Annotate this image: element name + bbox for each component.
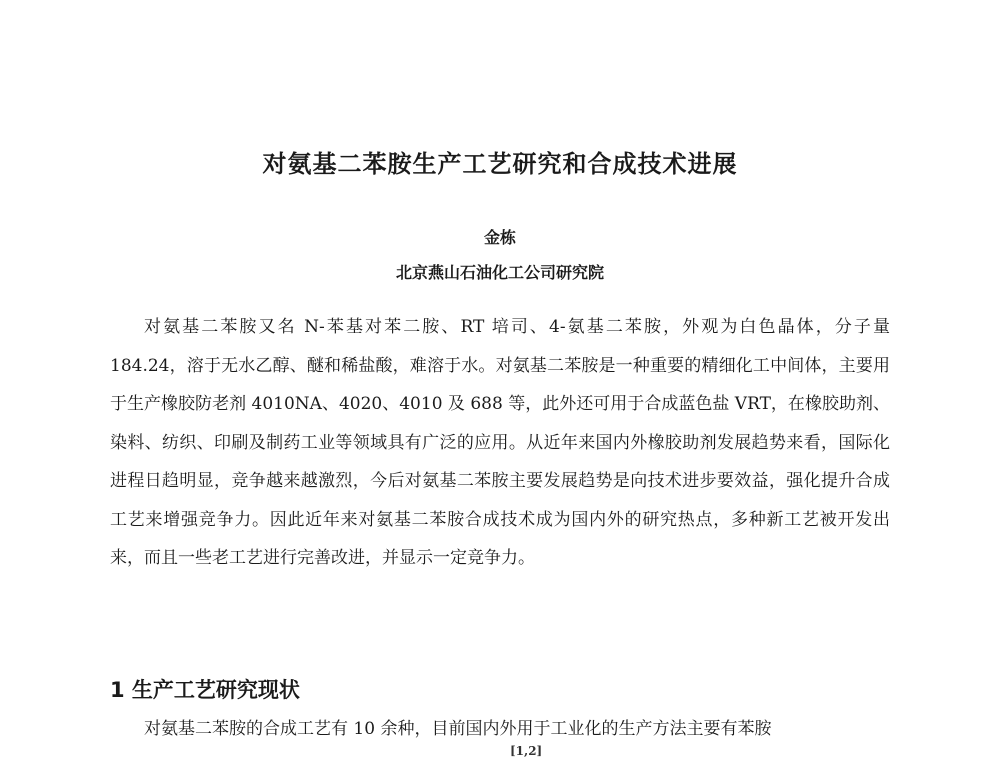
paper-title: 对氨基二苯胺生产工艺研究和合成技术进展 — [262, 150, 738, 178]
section-heading: 1 生产工艺研究现状 — [110, 678, 300, 702]
author-affiliation: 北京燕山石油化工公司研究院 — [395, 263, 604, 282]
cut-off-line — [0, 744, 1000, 760]
author-name: 金栋 — [483, 228, 516, 247]
section-paragraph: 对氨基二苯胺的合成工艺有 10 余种，目前国内外用于工业化的生产方法主要有苯胺 — [144, 719, 772, 739]
intro-paragraph: 对氨基二苯胺又名 N-苯基对苯二胺、RT 培司、4-氨基二苯胺，外观为白色晶体，分子量 184.24，溶于无水乙醇、醚和稀盐酸，难溶于水。对氨基二苯胺是一种重要的精细化工中间体，主要用于生产橡胶防老剂 4010NA、4020、4010 及 688 等，此外还可用于合成蓝色盐 VRT，在橡胶助剂、染料、纺织、印刷及制药工业等领域具有广泛的应用。从近年来国内外橡胶助剂发展趋势来看，国际化进程日趋明显，竞争越来越激烈，今后对氨基二苯胺主要发展趋势是向技术进步要效益，强化提升合成工艺来增强竞争力。因此近年来对氨基二苯胺合成技术成为国内外的研究热点，多种新工艺被开发出来，而且一些老工艺进行完善改进，并显示一定竞争力。 — [110, 317, 890, 568]
cut-citation: [1,2] — [510, 744, 543, 758]
